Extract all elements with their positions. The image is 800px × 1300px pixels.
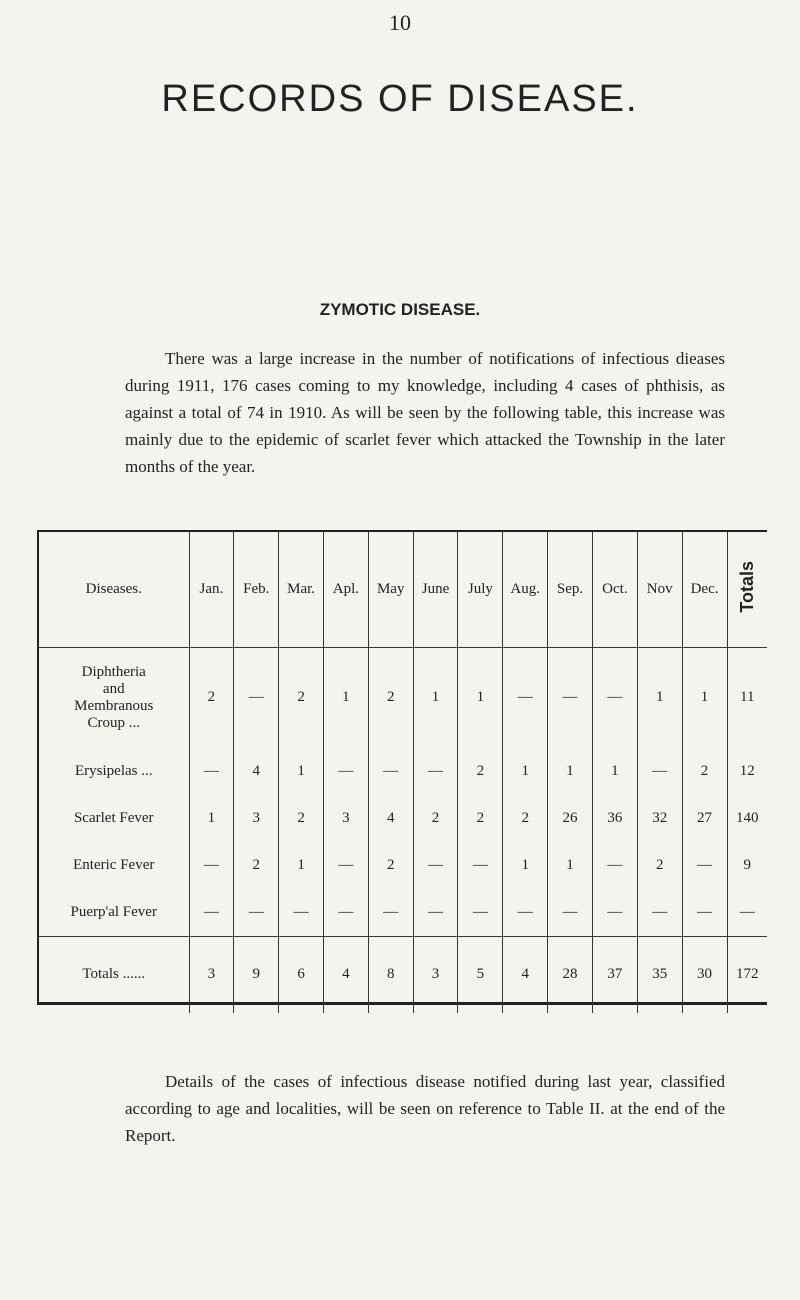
table-cell: 2 (279, 647, 324, 748)
table-cell: 2 (682, 748, 727, 795)
table-cell: — (413, 889, 458, 937)
table-cell: 4 (368, 795, 413, 842)
header-month: May (368, 532, 413, 647)
table-cell: 2 (413, 795, 458, 842)
header-diseases: Diseases. (39, 532, 189, 647)
row-total-cell: 140 (727, 795, 767, 842)
table-cell: 4 (234, 748, 279, 795)
table-cell: — (323, 748, 368, 795)
table-cell: 2 (368, 842, 413, 889)
totals-row (39, 936, 767, 1013)
table-cell: 1 (189, 795, 234, 842)
month-total-cell: 4 (323, 936, 368, 1013)
table-cell: — (637, 889, 682, 937)
table-row (39, 795, 767, 842)
table-cell: 2 (458, 748, 503, 795)
header-month: June (413, 532, 458, 647)
intro-text: There was a large increase in the number of notifications of infectious dieases during 1911, 176 cases coming to my knowledge, including 4 cases of phthisis, as against a total of 74 in 1910. As will be seen by the following table, this increase was mainly due to the epidemic of scarlet fever which attacked the Township in the later months of the year. (125, 349, 725, 476)
table-cell: — (413, 842, 458, 889)
disease-name: Enteric Fever (73, 856, 155, 873)
header-month: Feb. (234, 532, 279, 647)
page-number: 10 (389, 10, 411, 35)
table-cell: — (189, 842, 234, 889)
disease-name: Diphtheria and Membranous Croup ... (74, 663, 154, 731)
month-total-cell: 35 (637, 936, 682, 1013)
table-cell: — (189, 889, 234, 937)
table-cell: 2 (189, 647, 234, 748)
header-month: Aug. (503, 532, 548, 647)
row-total-cell: 12 (727, 748, 767, 795)
table-cell: 1 (548, 748, 593, 795)
header-totals (727, 532, 767, 647)
header-month: Sep. (548, 532, 593, 647)
table-cell: 2 (458, 795, 503, 842)
header-totals-label: Totals (736, 560, 757, 613)
table-cell: — (279, 889, 324, 937)
header-month: Mar. (279, 532, 324, 647)
disease-name: Erysipelas ... (75, 762, 153, 779)
month-total-cell: 9 (234, 936, 279, 1013)
table-cell: — (503, 889, 548, 937)
table-cell: 1 (503, 748, 548, 795)
table-cell: 1 (413, 647, 458, 748)
disease-table (37, 530, 767, 1005)
month-total-cell: 37 (592, 936, 637, 1013)
table-cell: 32 (637, 795, 682, 842)
table-cell: 2 (234, 842, 279, 889)
table-cell: — (234, 647, 279, 748)
table-cell: — (548, 889, 593, 937)
table-row (39, 647, 767, 748)
table-cell: 1 (458, 647, 503, 748)
disease-name: Puerp'al Fever (70, 903, 157, 920)
section-subtitle: ZYMOTIC DISEASE. (319, 300, 481, 319)
page-title: RECORDS OF DISEASE. (161, 78, 639, 120)
table-cell: — (592, 647, 637, 748)
table-row (39, 889, 767, 937)
table-cell: — (234, 889, 279, 937)
month-total-cell: 3 (413, 936, 458, 1013)
table-cell: — (323, 842, 368, 889)
table-cell: 1 (503, 842, 548, 889)
table-cell: — (637, 748, 682, 795)
table-cell: 1 (279, 842, 324, 889)
table-cell: — (413, 748, 458, 795)
table-cell: 2 (279, 795, 324, 842)
month-total-cell: 28 (548, 936, 593, 1013)
closing-paragraph (125, 1068, 725, 1149)
header-month: July (458, 532, 503, 647)
table-cell: 26 (548, 795, 593, 842)
table-row (39, 748, 767, 795)
intro-paragraph (125, 345, 725, 480)
table-cell: 36 (592, 795, 637, 842)
header-month: Nov (637, 532, 682, 647)
month-total-cell: 3 (189, 936, 234, 1013)
table-cell: 1 (279, 748, 324, 795)
table-cell: — (548, 647, 593, 748)
row-total-cell: 11 (727, 647, 767, 748)
table-cell: 1 (548, 842, 593, 889)
totals-label: Totals ...... (39, 936, 189, 1013)
month-total-cell: 6 (279, 936, 324, 1013)
table-cell: — (368, 748, 413, 795)
table-cell: — (368, 889, 413, 937)
row-total-cell: — (727, 889, 767, 937)
grand-total-cell: 172 (727, 936, 767, 1013)
header-month: Oct. (592, 532, 637, 647)
table-row (39, 842, 767, 889)
disease-name: Scarlet Fever (73, 809, 154, 826)
table-cell: 3 (234, 795, 279, 842)
table-cell: 2 (368, 647, 413, 748)
table-cell: 2 (637, 842, 682, 889)
table-cell: — (503, 647, 548, 748)
header-month: Jan. (189, 532, 234, 647)
table-cell: 1 (637, 647, 682, 748)
header-month: Apl. (323, 532, 368, 647)
table-header-row (39, 532, 767, 647)
table-cell: 3 (323, 795, 368, 842)
header-month: Dec. (682, 532, 727, 647)
closing-text: Details of the cases of infectious disease notified during last year, classified according to age and localities, will be seen on reference to Table II. at the end of the Report. (125, 1072, 725, 1145)
table-cell: — (458, 889, 503, 937)
table-cell: — (458, 842, 503, 889)
table-cell: 1 (682, 647, 727, 748)
month-total-cell: 30 (682, 936, 727, 1013)
table-cell: — (682, 889, 727, 937)
table-cell: 2 (503, 795, 548, 842)
table-cell: 1 (592, 748, 637, 795)
table-cell: — (682, 842, 727, 889)
month-total-cell: 4 (503, 936, 548, 1013)
table-cell: — (323, 889, 368, 937)
row-total-cell: 9 (727, 842, 767, 889)
table-cell: — (592, 842, 637, 889)
table-cell: 27 (682, 795, 727, 842)
table-cell: — (592, 889, 637, 937)
table-cell: — (189, 748, 234, 795)
month-total-cell: 8 (368, 936, 413, 1013)
table-cell: 1 (323, 647, 368, 748)
month-total-cell: 5 (458, 936, 503, 1013)
